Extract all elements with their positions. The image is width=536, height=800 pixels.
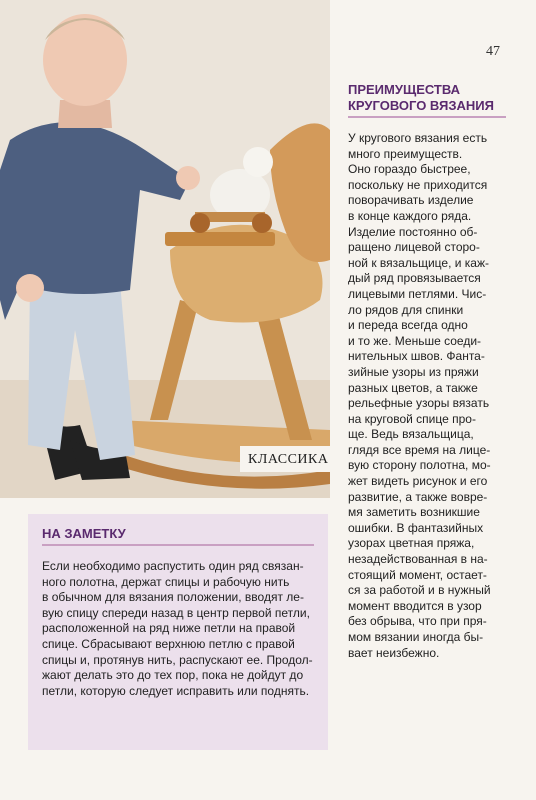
text-line: Если необходимо распустить один ряд связан- bbox=[42, 559, 304, 573]
text-line: разных цветов, а также bbox=[348, 380, 478, 395]
text-line: вает неизбежно. bbox=[348, 645, 440, 660]
text-line: ся за работой и в нужный bbox=[348, 583, 491, 598]
text-line: расположенной на ряд ниже петли на правой bbox=[42, 621, 296, 636]
text-line: ращено лицевой сторо- bbox=[348, 240, 480, 255]
text-line: в конце каждого ряда. bbox=[348, 208, 472, 223]
text-line: развитие, а также вовре- bbox=[348, 489, 488, 504]
text-line: петли, которую следует исправить или поднять. bbox=[42, 683, 310, 698]
text-line: в обычном для вязания положении, вводят ле- bbox=[42, 590, 304, 605]
text-line: момент вводится в узор bbox=[348, 598, 482, 613]
text-line: поскольку не приходится bbox=[348, 177, 488, 192]
text-line: ло рядов для спинки bbox=[348, 302, 464, 317]
section-heading-line: КРУГОВОГО ВЯЗАНИЯ bbox=[348, 98, 494, 113]
text-line: поворачивать изделие bbox=[348, 193, 474, 208]
text-line: мом вязании иногда бы- bbox=[348, 630, 484, 644]
page-number: 47 bbox=[486, 44, 500, 59]
text-line: спице. Сбрасывают верхнюю петлю с правой bbox=[42, 636, 295, 651]
text-line: вую сторону полотна, мо- bbox=[348, 458, 491, 473]
section-heading-rule bbox=[348, 116, 506, 118]
section-heading-line: ПРЕИМУЩЕСТВА bbox=[348, 82, 460, 97]
text-line: лицевыми петлями. Чис- bbox=[348, 286, 487, 301]
text-line: узорах цветная пряжа, bbox=[348, 536, 475, 551]
text-line: дый ряд провязывается bbox=[348, 271, 481, 286]
text-line: Оно гораздо быстрее, bbox=[348, 162, 471, 177]
text-line: стоящий момент, остает- bbox=[348, 567, 487, 582]
text-line: и то же. Меньше соеди- bbox=[348, 333, 482, 348]
section-heading bbox=[348, 82, 513, 114]
note-title-rule bbox=[42, 544, 314, 546]
text-line: много преимуществ. bbox=[348, 146, 463, 161]
text-line: и переда всегда одно bbox=[348, 318, 468, 333]
note-title: НА ЗАМЕТКУ bbox=[42, 526, 126, 541]
text-line: рельефные узоры вязать bbox=[348, 396, 490, 411]
text-line: жают делать это до тех пор, пока не дойдут до bbox=[42, 668, 304, 683]
text-line: на круговой спице про- bbox=[348, 411, 476, 426]
text-line: незадействованная в на- bbox=[348, 552, 488, 567]
text-line: ного полотна, держат спицы и рабочую нить bbox=[42, 574, 290, 589]
text-line: жет видеть рисунок и его bbox=[348, 474, 488, 489]
text-line: Изделие постоянно об- bbox=[348, 224, 478, 239]
text-line: зийные узоры из пряжи bbox=[348, 364, 479, 379]
text-line: ной к вязальщице, и каж- bbox=[348, 255, 489, 270]
text-line: ще. Ведь вязальщица, bbox=[348, 427, 474, 442]
photo-caption: КЛАССИКА bbox=[248, 452, 329, 467]
text-line: У кругового вязания есть bbox=[348, 131, 488, 145]
note-body-text bbox=[42, 559, 318, 699]
text-line: ошибки. В фантазийных bbox=[348, 520, 484, 535]
text-line: мя заметить возникшие bbox=[348, 505, 480, 520]
photo-illustration bbox=[0, 0, 330, 498]
text-line: вую спицу спереди назад в центр первой петли, bbox=[42, 605, 310, 620]
text-line: спицы и, протянув нить, распускают ее. Продол- bbox=[42, 652, 313, 667]
text-line: глядя все время на лице- bbox=[348, 442, 491, 457]
text-line: без обрыва, что при пря- bbox=[348, 614, 487, 629]
section-body-text bbox=[348, 131, 518, 661]
text-line: нительных швов. Фанта- bbox=[348, 349, 485, 364]
photo-child-rocking-horse bbox=[0, 0, 330, 498]
